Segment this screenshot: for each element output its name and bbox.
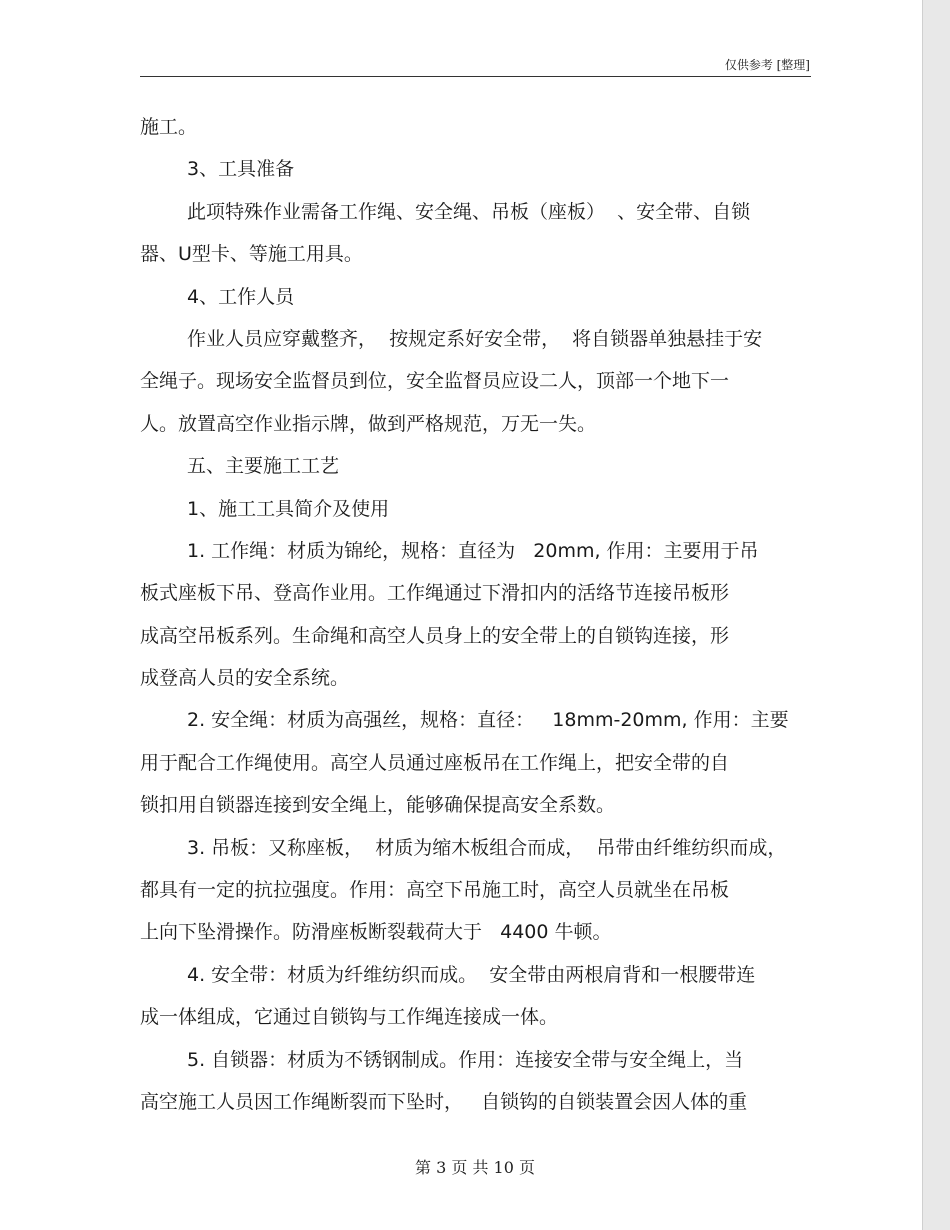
header-rule <box>140 76 811 77</box>
text-line: 3、工具准备 <box>187 158 295 181</box>
text-line: 1. 工作绳：材质为锦纶，规格：直径为 20mm, 作用：主要用于吊 <box>187 539 759 562</box>
text-line: 成高空吊板系列。生命绳和高空人员身上的安全带上的自锁钩连接，形 <box>140 624 730 647</box>
text-line: 用于配合工作绳使用。高空人员通过座板吊在工作绳上，把安全带的自 <box>140 751 730 774</box>
text-line: 全绳子。现场安全监督员到位，安全监督员应设二人，顶部一个地下一 <box>140 370 730 393</box>
text-line: 五、主要施工工艺 <box>187 455 340 478</box>
text-line: 器、U型卡、等施工用具。 <box>140 243 363 266</box>
document-body <box>140 106 810 1123</box>
text-line: 成一体组成，它通过自锁钩与工作绳连接成一体。 <box>140 1006 559 1029</box>
text-line: 2. 安全绳：材质为高强丝，规格：直径： 18mm-20mm, 作用：主要 <box>187 709 789 732</box>
text-line: 1、施工工具简介及使用 <box>187 497 390 520</box>
text-line: 板式座板下吊、登高作业用。工作绳通过下滑扣内的活络节连接吊板形 <box>140 582 730 605</box>
text-line: 施工。 <box>140 116 198 138</box>
text-line: 都具有一定的抗拉强度。作用：高空下吊施工时，高空人员就坐在吊板 <box>140 879 730 902</box>
text-line: 4、工作人员 <box>187 285 295 308</box>
header-note: 仅供参考 [整理] <box>724 58 810 72</box>
page-number: 第 3 页 共 10 页 <box>415 1158 535 1177</box>
text-line: 4. 安全带：材质为纤维纺织而成。 安全带由两根肩背和一根腰带连 <box>187 963 756 986</box>
text-line: 此项特殊作业需备工作绳、安全绳、吊板（座板） 、安全带、自锁 <box>187 200 751 223</box>
text-line: 高空施工人员因工作绳断裂而下坠时， 自锁钩的自锁装置会因人体的重 <box>140 1090 748 1113</box>
text-line: 3. 吊板：又称座板， 材质为缩木板组合而成， 吊带由纤维纺织而成， <box>187 836 787 859</box>
text-line: 人。放置高空作业指示牌，做到严格规范，万无一失。 <box>140 412 597 435</box>
text-line: 5. 自锁器：材质为不锈钢制成。作用：连接安全带与安全绳上，当 <box>187 1048 744 1071</box>
text-line: 上向下坠滑操作。防滑座板断裂载荷大于 4400 牛顿。 <box>140 921 612 944</box>
text-line: 作业人员应穿戴整齐， 按规定系好安全带， 将自锁器单独悬挂于安 <box>187 327 763 350</box>
text-line: 锁扣用自锁器连接到安全绳上，能够确保提高安全系数。 <box>140 794 616 817</box>
text-line: 成登高人员的安全系统。 <box>140 667 350 690</box>
